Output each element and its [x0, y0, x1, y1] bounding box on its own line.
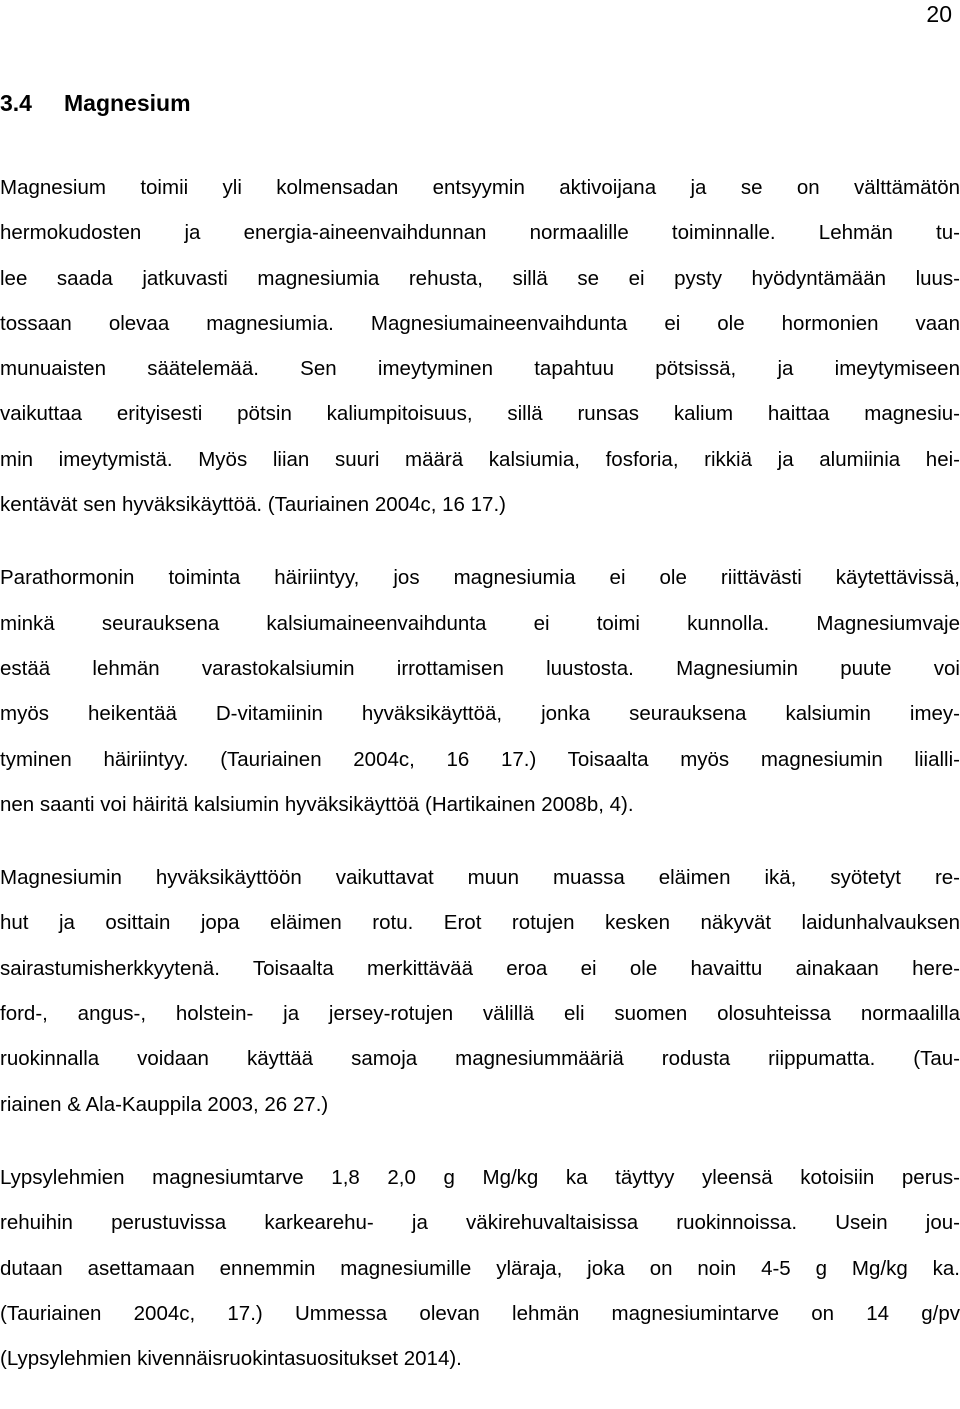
text-line: min imeytymistä. Myös liian suuri määrä kalsiumia, fosforia, rikkiä ja alumiinia hei-	[0, 447, 960, 471]
text-line: Magnesium toimii yli kolmensadan entsyymin aktivoijana ja se on välttämätön	[0, 176, 960, 199]
paragraph	[0, 855, 960, 1127]
text-line: estää lehmän varastokalsiumin irrottamisen luustosta. Magnesiumin puute voi	[0, 656, 960, 680]
text-line: (Tauriainen 2004c, 17.) Ummessa olevan lehmän magnesiumintarve on 14 g/pv	[0, 1301, 960, 1325]
body-text	[0, 165, 960, 1409]
text-line: kentävät sen hyväksikäyttöä. (Tauriainen 2004c, 16 17.)	[0, 493, 506, 517]
text-line: tyminen häiriintyy. (Tauriainen 2004c, 16 17.) Toisaalta myös magnesiumin liialli-	[0, 747, 960, 771]
section-number: 3.4	[0, 90, 32, 116]
text-line: sairastumisherkkyytenä. Toisaalta merkittävää eroa ei ole havaittu ainakaan here-	[0, 956, 960, 980]
section-heading	[0, 88, 191, 118]
text-line: vaikuttaa erityisesti pötsin kaliumpitoisuus, sillä runsas kalium haittaa magnesiu-	[0, 402, 960, 426]
paragraph	[0, 555, 960, 827]
text-line: Parathormonin toiminta häiriintyy, jos magnesiumia ei ole riittävästi käytettävissä,	[0, 566, 960, 590]
text-line: hermokudosten ja energia-aineenvaihdunnan normaalille toiminnalle. Lehmän tu-	[0, 221, 960, 245]
text-line: minkä seurauksena kalsiumaineenvaihdunta ei toimi kunnolla. Magnesiumvaje	[0, 611, 960, 635]
text-line: lee saada jatkuvasti magnesiumia rehusta, sillä se ei pysty hyödyntämään luus-	[0, 266, 960, 290]
text-line: dutaan asettamaan ennemmin magnesiumille yläraja, joka on noin 4-5 g Mg/kg ka.	[0, 1256, 960, 1280]
text-line: ford-, angus-, holstein- ja jersey-rotujen välillä eli suomen olosuhteissa normaalilla	[0, 1002, 960, 1026]
text-line: munuaisten säätelemää. Sen imeytyminen tapahtuu pötsissä, ja imeytymiseen	[0, 357, 960, 381]
paragraph	[0, 1155, 960, 1381]
text-line: hut ja osittain jopa eläimen rotu. Erot rotujen kesken näkyvät laidunhalvauksen	[0, 911, 960, 935]
text-line: ruokinnalla voidaan käyttää samoja magnesiummääriä rodusta riippumatta. (Tau-	[0, 1047, 960, 1071]
text-line: riainen & Ala-Kauppila 2003, 26 27.)	[0, 1092, 329, 1116]
paragraph	[0, 165, 960, 527]
text-line: (Lypsylehmien kivennäisruokintasuositukset 2014).	[0, 1347, 462, 1371]
text-line: Lypsylehmien magnesiumtarve 1,8 2,0 g Mg/kg ka täyttyy yleensä kotoisiin perus-	[0, 1165, 960, 1189]
text-line: tossaan olevaa magnesiumia. Magnesiumaineenvaihdunta ei ole hormonien vaan	[0, 311, 960, 335]
text-line: rehuihin perustuvissa karkearehu- ja väkirehuvaltaisissa ruokinnoissa. Usein jou-	[0, 1211, 960, 1235]
page-number: 20	[926, 1, 952, 27]
text-line: Magnesiumin hyväksikäyttöön vaikuttavat muun muassa eläimen ikä, syötetyt re-	[0, 866, 960, 890]
text-line: myös heikentää D-vitamiinin hyväksikäyttöä, jonka seurauksena kalsiumin imey-	[0, 702, 960, 726]
section-title: Magnesium	[64, 90, 191, 116]
text-line: nen saanti voi häiritä kalsiumin hyväksikäyttöä (Hartikainen 2008b, 4).	[0, 792, 634, 816]
